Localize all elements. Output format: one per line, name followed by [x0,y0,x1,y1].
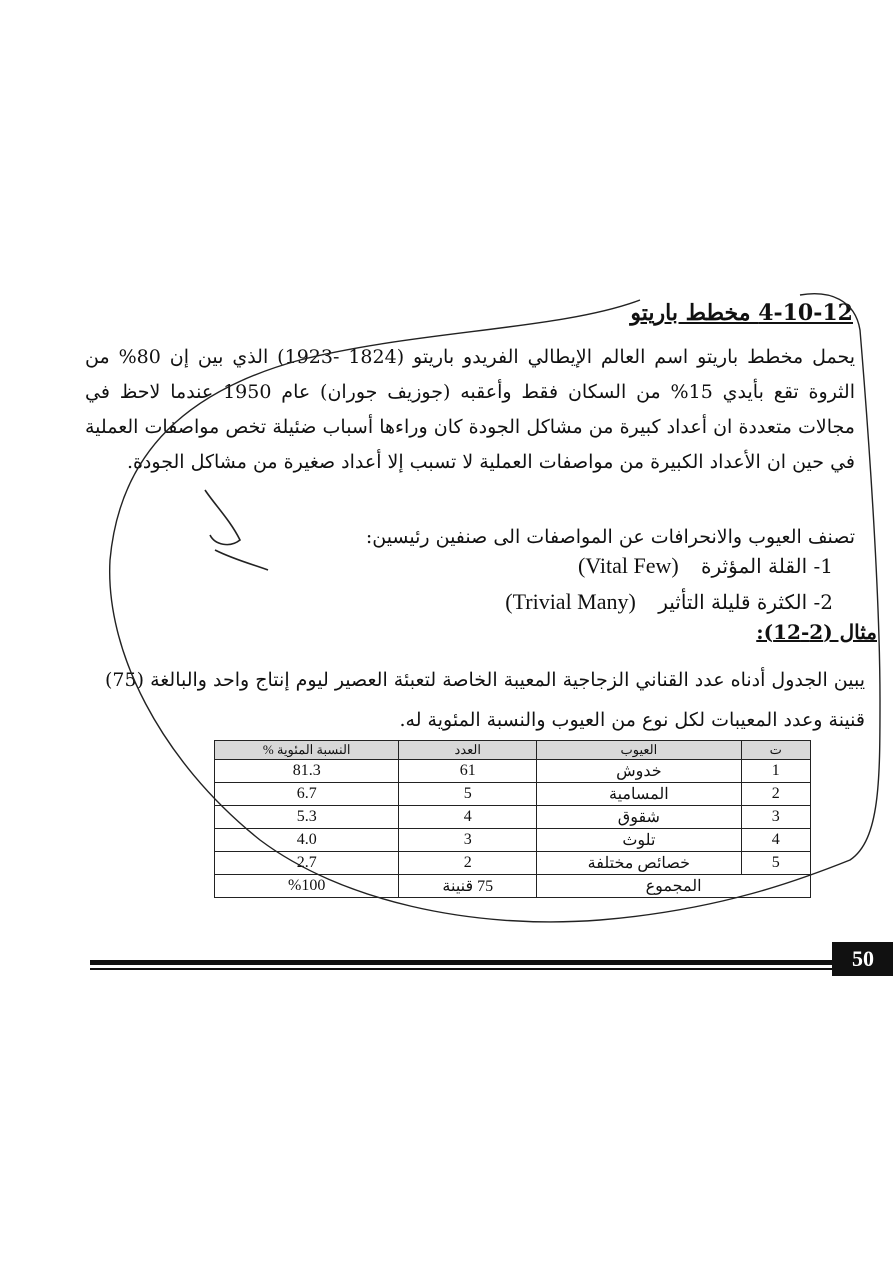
table-header-row [215,741,811,760]
category-vital-few-en: (Vital Few) [577,553,679,578]
total-percent: %100 [215,875,399,898]
header-percent: النسبة المئوية % [215,741,399,760]
table-row [215,806,811,829]
table-row [215,852,811,875]
defects-table [214,740,811,898]
cell-no: 3 [741,806,810,829]
page-number: 50 [832,942,893,976]
table-row [215,783,811,806]
cell-count: 4 [399,806,537,829]
category-trivial-many-ar: 2- الكثرة قليلة التأثير [658,590,833,614]
total-label: المجموع [537,875,811,898]
cell-defect: شقوق [537,806,741,829]
intro-paragraph: يحمل مخطط باريتو اسم العالم الإيطالي الفريدو باريتو (1824 -1923) الذي بين إن 80% من الثروة تقع بأيدي 15% من السكان فقط وأعقبه (جوزيف جوران) عام 1950 عندما لاحظ في مجالات متعددة ان أعداد كبيرة من مشاكل الجودة كان وراءها أسباب ضئيلة تخص مواصفات العملية في حين ان الأعداد الكبيرة من مواصفات العملية لا تسبب إلا أعداد صغيرة من مشاكل الجودة. [85,346,856,473]
cell-no: 1 [741,760,810,783]
table-total-row [215,875,811,898]
header-count: العدد [399,741,537,760]
footer-rule [90,960,832,965]
cell-percent: 81.3 [215,760,399,783]
classification-paragraph: تصنف العيوب والانحرافات عن المواصفات الى صنفين رئيسين: [365,526,855,548]
cell-count: 61 [399,760,537,783]
section-heading: 4-10-12 مخطط باريتو [630,300,853,326]
example-title: مثال (2-12): [756,620,877,644]
cell-percent: 6.7 [215,783,399,806]
table-row [215,829,811,852]
cell-defect: المسامية [537,783,741,806]
cell-count: 2 [399,852,537,875]
header-defect: العيوب [537,741,741,760]
example-paragraph: يبين الجدول أدناه عدد القناني الزجاجية المعيبة الخاصة لتعبئة العصير ليوم إنتاج واحد والبالغة (75) قنينة وعدد المعيبات لكل نوع من العيوب والنسبة المئوية له. [105,669,865,731]
total-count: 75 قنينة [399,875,537,898]
cell-percent: 4.0 [215,829,399,852]
cell-defect: خدوش [537,760,741,783]
header-no: ت [741,741,810,760]
category-trivial-many [505,584,833,620]
category-vital-few-ar: 1- القلة المؤثرة [701,554,833,578]
cell-no: 5 [741,852,810,875]
cell-defect: تلوث [537,829,741,852]
cell-no: 2 [741,783,810,806]
cell-defect: خصائص مختلفة [537,852,741,875]
category-vital-few [578,548,833,584]
table-row [215,760,811,783]
category-trivial-many-en: (Trivial Many) [505,589,636,614]
cell-count: 3 [399,829,537,852]
footer-rule-thin [90,968,832,970]
cell-percent: 5.3 [215,806,399,829]
cell-count: 5 [399,783,537,806]
cell-percent: 2.7 [215,852,399,875]
cell-no: 4 [741,829,810,852]
